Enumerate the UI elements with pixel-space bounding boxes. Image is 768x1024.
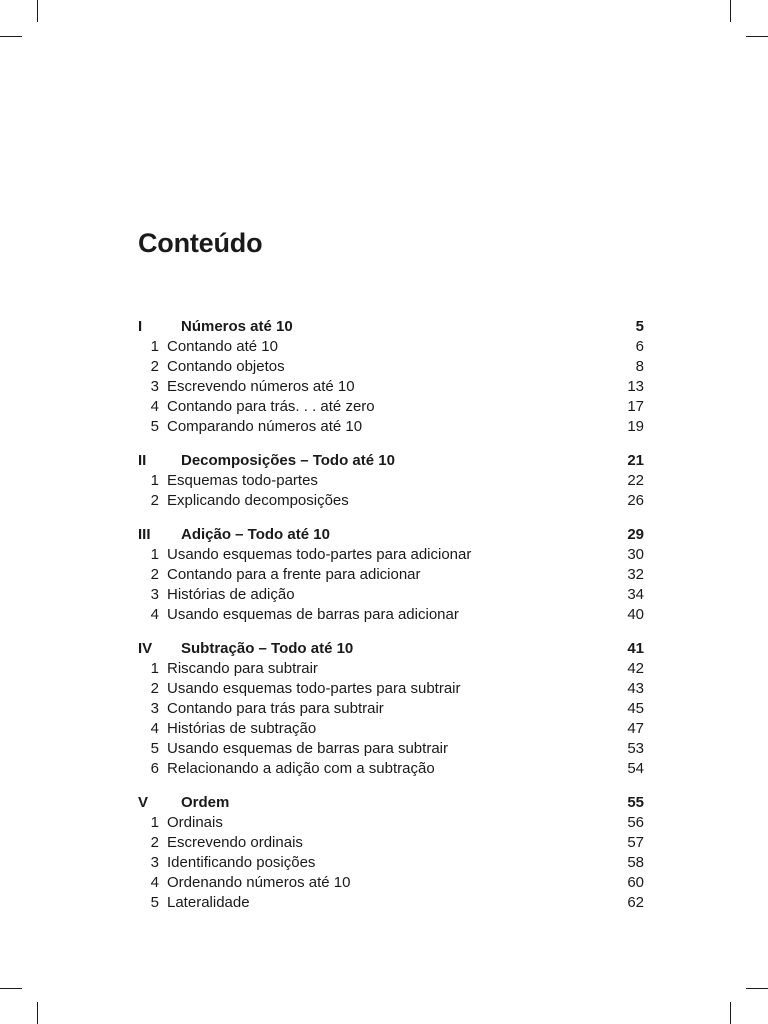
- chapter-title: Escrevendo números até 10: [167, 378, 355, 395]
- chapter-number: 1: [150, 338, 159, 355]
- chapter-title: Usando esquemas todo-partes para subtrair: [167, 680, 461, 697]
- crop-mark: [0, 36, 22, 37]
- part-page-number: 41: [627, 640, 644, 657]
- chapter-page-number: 53: [627, 740, 644, 757]
- chapter-entry[interactable]: [138, 471, 644, 491]
- chapter-title: Histórias de adição: [167, 586, 295, 603]
- crop-mark: [746, 988, 768, 989]
- chapter-number: 1: [150, 546, 159, 563]
- chapter-number: 5: [150, 418, 159, 435]
- part-heading[interactable]: [138, 524, 644, 545]
- chapter-page-number: 56: [627, 814, 644, 831]
- chapter-entry[interactable]: [138, 377, 644, 397]
- chapter-title: Ordinais: [167, 814, 223, 831]
- chapter-number: 2: [150, 566, 159, 583]
- chapter-title: Contando para trás para subtrair: [167, 700, 384, 717]
- chapter-number: 6: [150, 760, 159, 777]
- chapter-number: 2: [150, 358, 159, 375]
- toc-part: [138, 316, 644, 437]
- chapter-entry[interactable]: [138, 739, 644, 759]
- crop-mark: [37, 0, 38, 22]
- chapter-entry[interactable]: [138, 893, 644, 913]
- chapter-page-number: 40: [627, 606, 644, 623]
- chapter-number: 1: [150, 472, 159, 489]
- toc-part: [138, 792, 644, 913]
- crop-mark: [37, 1002, 38, 1024]
- part-title: Subtração – Todo até 10: [181, 640, 354, 657]
- chapter-entry[interactable]: [138, 679, 644, 699]
- chapter-entry[interactable]: [138, 853, 644, 873]
- toc-part: [138, 450, 644, 511]
- chapter-title: Esquemas todo-partes: [167, 472, 318, 489]
- chapter-title: Usando esquemas todo-partes para adicionar: [167, 546, 472, 563]
- table-of-contents: [138, 316, 644, 926]
- part-heading[interactable]: [138, 638, 644, 659]
- part-page-number: 29: [627, 526, 644, 543]
- chapter-title: Identificando posições: [167, 854, 316, 871]
- chapter-entry[interactable]: [138, 565, 644, 585]
- chapter-page-number: 58: [627, 854, 644, 871]
- part-heading[interactable]: [138, 792, 644, 813]
- chapter-entry[interactable]: [138, 545, 644, 565]
- part-page-number: 55: [627, 794, 644, 811]
- crop-mark: [0, 988, 22, 989]
- chapter-number: 1: [150, 814, 159, 831]
- chapter-entry[interactable]: [138, 659, 644, 679]
- toc-part: [138, 524, 644, 625]
- chapter-title: Ordenando números até 10: [167, 874, 351, 891]
- chapter-title: Contando até 10: [167, 338, 278, 355]
- chapter-title: Usando esquemas de barras para subtrair: [167, 740, 448, 757]
- chapter-entry[interactable]: [138, 417, 644, 437]
- chapter-title: Usando esquemas de barras para adicionar: [167, 606, 459, 623]
- chapter-page-number: 60: [627, 874, 644, 891]
- chapter-page-number: 22: [627, 472, 644, 489]
- chapter-entry[interactable]: [138, 813, 644, 833]
- chapter-entry[interactable]: [138, 873, 644, 893]
- chapter-title: Histórias de subtração: [167, 720, 317, 737]
- chapter-number: 5: [150, 740, 159, 757]
- chapter-page-number: 34: [627, 586, 644, 603]
- chapter-number: 2: [150, 680, 159, 697]
- chapter-page-number: 62: [627, 894, 644, 911]
- chapter-number: 2: [150, 834, 159, 851]
- chapter-title: Contando para a frente para adicionar: [167, 566, 421, 583]
- part-title: Adição – Todo até 10: [181, 526, 330, 543]
- chapter-page-number: 54: [627, 760, 644, 777]
- chapter-title: Contando para trás. . . até zero: [167, 398, 375, 415]
- chapter-title: Contando objetos: [167, 358, 285, 375]
- part-title: Ordem: [181, 794, 230, 811]
- part-heading[interactable]: [138, 316, 644, 337]
- part-number: V: [138, 794, 149, 811]
- chapter-number: 2: [150, 492, 159, 509]
- chapter-title: Relacionando a adição com a subtração: [167, 760, 435, 777]
- chapter-entry[interactable]: [138, 337, 644, 357]
- chapter-entry[interactable]: [138, 357, 644, 377]
- part-page-number: 21: [627, 452, 644, 469]
- chapter-page-number: 17: [627, 398, 644, 415]
- part-number: II: [138, 452, 147, 469]
- chapter-page-number: 32: [627, 566, 644, 583]
- chapter-number: 5: [150, 894, 159, 911]
- chapter-page-number: 8: [635, 358, 644, 375]
- crop-mark: [730, 1002, 731, 1024]
- part-number: IV: [138, 640, 153, 657]
- chapter-page-number: 57: [627, 834, 644, 851]
- chapter-number: 3: [150, 700, 159, 717]
- chapter-entry[interactable]: [138, 833, 644, 853]
- chapter-number: 3: [150, 586, 159, 603]
- chapter-entry[interactable]: [138, 605, 644, 625]
- part-page-number: 5: [635, 318, 644, 335]
- part-title: Números até 10: [181, 318, 293, 335]
- chapter-number: 1: [150, 660, 159, 677]
- chapter-page-number: 6: [635, 338, 644, 355]
- chapter-number: 3: [150, 854, 159, 871]
- chapter-entry[interactable]: [138, 759, 644, 779]
- part-title: Decomposições – Todo até 10: [181, 452, 395, 469]
- chapter-page-number: 43: [627, 680, 644, 697]
- chapter-page-number: 42: [627, 660, 644, 677]
- chapter-page-number: 26: [627, 492, 644, 509]
- part-number: III: [138, 526, 151, 543]
- chapter-title: Comparando números até 10: [167, 418, 363, 435]
- crop-mark: [746, 36, 768, 37]
- chapter-number: 3: [150, 378, 159, 395]
- toc-part: [138, 638, 644, 779]
- chapter-entry[interactable]: [138, 585, 644, 605]
- chapter-page-number: 19: [627, 418, 644, 435]
- part-number: I: [138, 318, 143, 335]
- page-title: Conteúdo: [138, 228, 263, 258]
- crop-mark: [730, 0, 731, 22]
- chapter-entry[interactable]: [138, 719, 644, 739]
- chapter-number: 4: [150, 720, 159, 737]
- chapter-entry[interactable]: [138, 397, 644, 417]
- chapter-entry[interactable]: [138, 491, 644, 511]
- chapter-number: 4: [150, 874, 159, 891]
- chapter-page-number: 30: [627, 546, 644, 563]
- chapter-page-number: 13: [627, 378, 644, 395]
- chapter-title: Escrevendo ordinais: [167, 834, 303, 851]
- chapter-number: 4: [150, 606, 159, 623]
- chapter-page-number: 47: [627, 720, 644, 737]
- chapter-entry[interactable]: [138, 699, 644, 719]
- chapter-number: 4: [150, 398, 159, 415]
- chapter-title: Riscando para subtrair: [167, 660, 318, 677]
- chapter-title: Lateralidade: [167, 894, 250, 911]
- chapter-page-number: 45: [627, 700, 644, 717]
- chapter-title: Explicando decomposições: [167, 492, 349, 509]
- part-heading[interactable]: [138, 450, 644, 471]
